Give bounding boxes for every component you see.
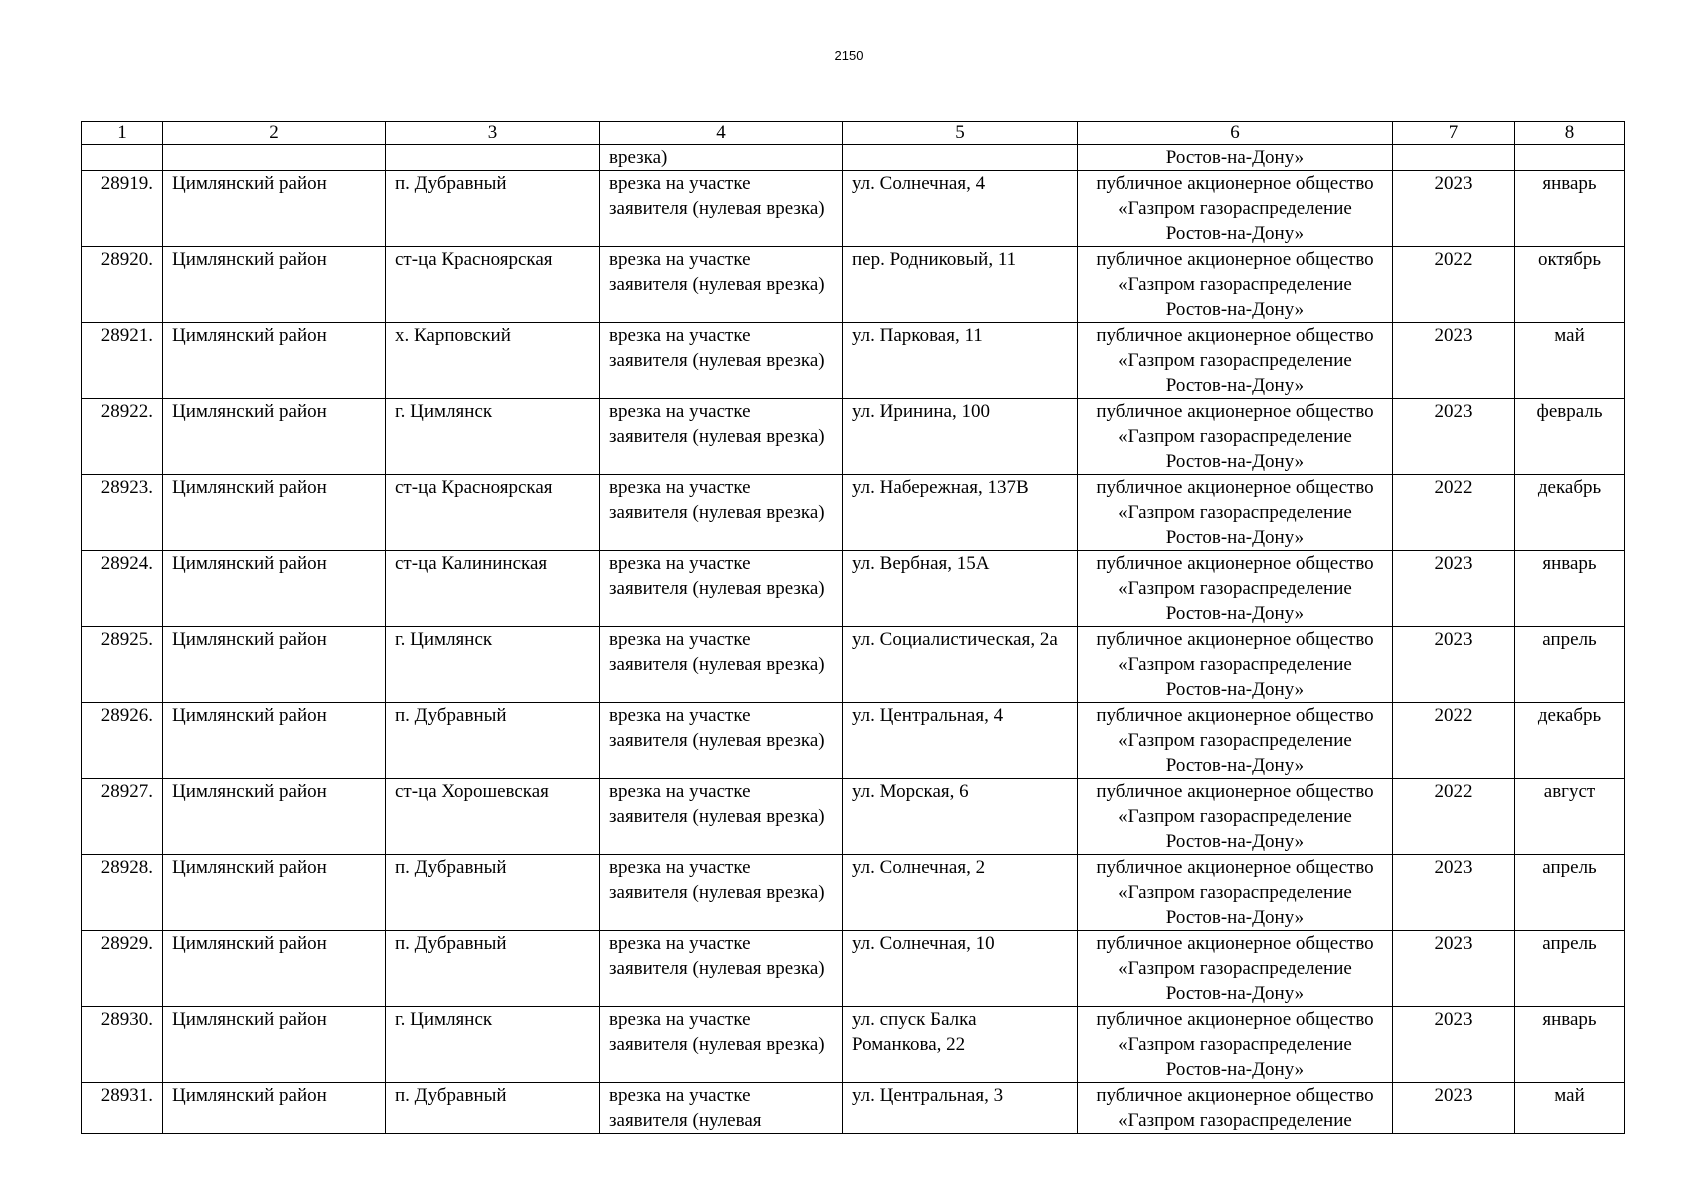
cell-num: 28919. <box>82 171 163 247</box>
cell-month: январь <box>1515 171 1625 247</box>
cell-locality: п. Дубравный <box>386 931 600 1007</box>
cell-year: 2023 <box>1393 323 1515 399</box>
cell-locality: г. Цимлянск <box>386 1007 600 1083</box>
table-row <box>82 171 1625 247</box>
cell-org: публичное акционерное общество «Газпром газораспределение Ростов-на-Дону» <box>1078 855 1393 931</box>
cell-num: 28924. <box>82 551 163 627</box>
cell-month: август <box>1515 779 1625 855</box>
header-cell: 3 <box>386 122 600 145</box>
cell-num: 28926. <box>82 703 163 779</box>
cell-locality <box>386 145 600 171</box>
cell-year <box>1393 145 1515 171</box>
cell-district: Цимлянский район <box>163 703 386 779</box>
cell-district: Цимлянский район <box>163 779 386 855</box>
cell-address: ул. Солнечная, 4 <box>843 171 1078 247</box>
cell-work: врезка на участке заявителя (нулевая врезка) <box>600 323 843 399</box>
cell-num: 28920. <box>82 247 163 323</box>
header-cell: 8 <box>1515 122 1625 145</box>
cell-address: ул. Парковая, 11 <box>843 323 1078 399</box>
cell-locality: п. Дубравный <box>386 1083 600 1134</box>
registry-table <box>81 121 1625 1134</box>
cell-district: Цимлянский район <box>163 171 386 247</box>
cell-address: ул. Набережная, 137В <box>843 475 1078 551</box>
cell-locality: ст-ца Красноярская <box>386 247 600 323</box>
cell-month <box>1515 145 1625 171</box>
cell-locality: п. Дубравный <box>386 855 600 931</box>
cell-district: Цимлянский район <box>163 551 386 627</box>
cell-org: публичное акционерное общество «Газпром газораспределение Ростов-на-Дону» <box>1078 779 1393 855</box>
table-row <box>82 247 1625 323</box>
cell-org: публичное акционерное общество «Газпром газораспределение Ростов-на-Дону» <box>1078 247 1393 323</box>
cell-work: врезка на участке заявителя (нулевая врезка) <box>600 779 843 855</box>
cell-month: октябрь <box>1515 247 1625 323</box>
cell-address: ул. Социалистическая, 2а <box>843 627 1078 703</box>
cell-district: Цимлянский район <box>163 855 386 931</box>
cell-num: 28929. <box>82 931 163 1007</box>
table-row <box>82 779 1625 855</box>
cell-address: ул. спуск Балка Романкова, 22 <box>843 1007 1078 1083</box>
cell-num: 28925. <box>82 627 163 703</box>
cell-org: публичное акционерное общество «Газпром газораспределение <box>1078 1083 1393 1134</box>
table-row <box>82 931 1625 1007</box>
cell-address: пер. Родниковый, 11 <box>843 247 1078 323</box>
cell-org: публичное акционерное общество «Газпром газораспределение Ростов-на-Дону» <box>1078 703 1393 779</box>
cell-org: публичное акционерное общество «Газпром газораспределение Ростов-на-Дону» <box>1078 399 1393 475</box>
cell-district: Цимлянский район <box>163 475 386 551</box>
cell-org: публичное акционерное общество «Газпром газораспределение Ростов-на-Дону» <box>1078 551 1393 627</box>
cell-month: январь <box>1515 1007 1625 1083</box>
header-cell: 1 <box>82 122 163 145</box>
cell-org: публичное акционерное общество «Газпром газораспределение Ростов-на-Дону» <box>1078 171 1393 247</box>
cell-locality: п. Дубравный <box>386 703 600 779</box>
cell-num: 28923. <box>82 475 163 551</box>
cell-year: 2023 <box>1393 171 1515 247</box>
cell-address: ул. Центральная, 3 <box>843 1083 1078 1134</box>
header-cell: 2 <box>163 122 386 145</box>
cell-district: Цимлянский район <box>163 627 386 703</box>
header-row <box>82 122 1625 145</box>
table-row <box>82 1083 1625 1134</box>
cell-year: 2023 <box>1393 627 1515 703</box>
table-row <box>82 323 1625 399</box>
cell-work: врезка на участке заявителя (нулевая врезка) <box>600 475 843 551</box>
table-row <box>82 1007 1625 1083</box>
cell-work: врезка на участке заявителя (нулевая врезка) <box>600 171 843 247</box>
header-cell: 5 <box>843 122 1078 145</box>
cell-year: 2023 <box>1393 855 1515 931</box>
table-row <box>82 703 1625 779</box>
cell-year: 2023 <box>1393 551 1515 627</box>
cell-year: 2022 <box>1393 703 1515 779</box>
cell-district: Цимлянский район <box>163 931 386 1007</box>
cell-org: публичное акционерное общество «Газпром газораспределение Ростов-на-Дону» <box>1078 323 1393 399</box>
cell-year: 2023 <box>1393 399 1515 475</box>
cell-work: врезка на участке заявителя (нулевая врезка) <box>600 247 843 323</box>
cell-locality: ст-ца Красноярская <box>386 475 600 551</box>
cell-month: декабрь <box>1515 703 1625 779</box>
header-cell: 4 <box>600 122 843 145</box>
cell-num: 28921. <box>82 323 163 399</box>
table-row <box>82 627 1625 703</box>
cell-num: 28928. <box>82 855 163 931</box>
cell-work: врезка на участке заявителя (нулевая врезка) <box>600 855 843 931</box>
cell-year: 2023 <box>1393 1007 1515 1083</box>
cell-month: май <box>1515 1083 1625 1134</box>
cell-district: Цимлянский район <box>163 399 386 475</box>
cell-work: врезка на участке заявителя (нулевая врезка) <box>600 551 843 627</box>
cell-month: январь <box>1515 551 1625 627</box>
cell-org: публичное акционерное общество «Газпром газораспределение Ростов-на-Дону» <box>1078 475 1393 551</box>
cell-month: апрель <box>1515 931 1625 1007</box>
page-number: 2150 <box>834 48 864 63</box>
cell-month: апрель <box>1515 627 1625 703</box>
cell-locality: х. Карповский <box>386 323 600 399</box>
cell-locality: п. Дубравный <box>386 171 600 247</box>
continuation-row <box>82 145 1625 171</box>
cell-address: ул. Вербная, 15А <box>843 551 1078 627</box>
header-cell: 6 <box>1078 122 1393 145</box>
cell-address <box>843 145 1078 171</box>
cell-locality: г. Цимлянск <box>386 399 600 475</box>
table-row <box>82 551 1625 627</box>
cell-org: публичное акционерное общество «Газпром газораспределение Ростов-на-Дону» <box>1078 1007 1393 1083</box>
cell-num: 28931. <box>82 1083 163 1134</box>
cell-work: врезка на участке заявителя (нулевая врезка) <box>600 931 843 1007</box>
cell-work: врезка на участке заявителя (нулевая <box>600 1083 843 1134</box>
cell-year: 2023 <box>1393 1083 1515 1134</box>
cell-work: врезка на участке заявителя (нулевая врезка) <box>600 1007 843 1083</box>
cell-address: ул. Иринина, 100 <box>843 399 1078 475</box>
cell-district <box>163 145 386 171</box>
cell-work: врезка на участке заявителя (нулевая врезка) <box>600 703 843 779</box>
cell-district: Цимлянский район <box>163 323 386 399</box>
cell-address: ул. Солнечная, 10 <box>843 931 1078 1007</box>
cell-num: 28922. <box>82 399 163 475</box>
cell-num: 28930. <box>82 1007 163 1083</box>
table-row <box>82 399 1625 475</box>
cell-locality: ст-ца Хорошевская <box>386 779 600 855</box>
cell-org: Ростов-на-Дону» <box>1078 145 1393 171</box>
cell-work: врезка) <box>600 145 843 171</box>
cell-work: врезка на участке заявителя (нулевая врезка) <box>600 399 843 475</box>
cell-year: 2023 <box>1393 931 1515 1007</box>
cell-month: декабрь <box>1515 475 1625 551</box>
cell-district: Цимлянский район <box>163 247 386 323</box>
cell-month: февраль <box>1515 399 1625 475</box>
cell-address: ул. Центральная, 4 <box>843 703 1078 779</box>
cell-locality: ст-ца Калининская <box>386 551 600 627</box>
cell-org: публичное акционерное общество «Газпром газораспределение Ростов-на-Дону» <box>1078 627 1393 703</box>
table-row <box>82 475 1625 551</box>
cell-month: апрель <box>1515 855 1625 931</box>
cell-year: 2022 <box>1393 779 1515 855</box>
cell-address: ул. Морская, 6 <box>843 779 1078 855</box>
cell-org: публичное акционерное общество «Газпром газораспределение Ростов-на-Дону» <box>1078 931 1393 1007</box>
cell-num <box>82 145 163 171</box>
cell-num: 28927. <box>82 779 163 855</box>
cell-district: Цимлянский район <box>163 1007 386 1083</box>
cell-year: 2022 <box>1393 475 1515 551</box>
cell-work: врезка на участке заявителя (нулевая врезка) <box>600 627 843 703</box>
cell-district: Цимлянский район <box>163 1083 386 1134</box>
cell-month: май <box>1515 323 1625 399</box>
cell-year: 2022 <box>1393 247 1515 323</box>
cell-address: ул. Солнечная, 2 <box>843 855 1078 931</box>
cell-locality: г. Цимлянск <box>386 627 600 703</box>
header-cell: 7 <box>1393 122 1515 145</box>
table-row <box>82 855 1625 931</box>
